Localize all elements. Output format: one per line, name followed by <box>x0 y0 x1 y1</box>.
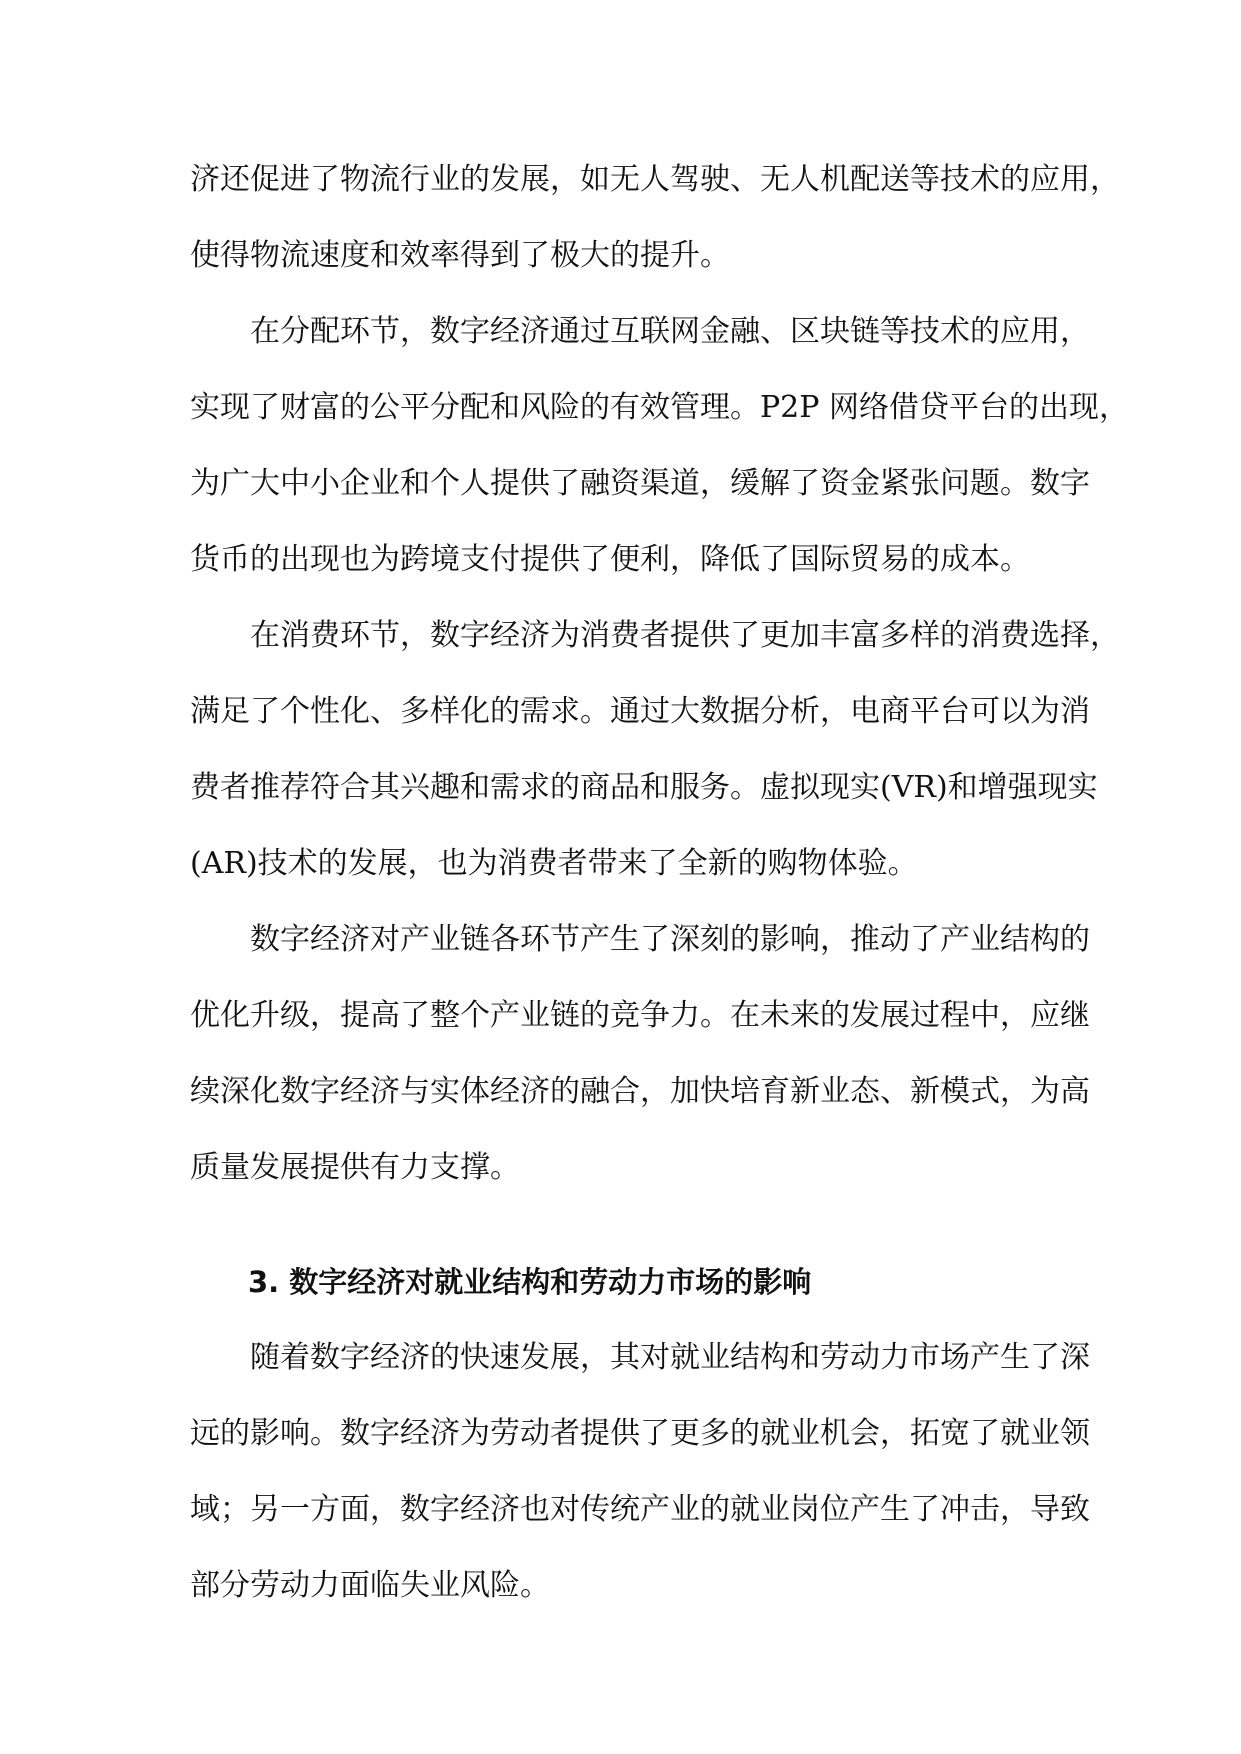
paragraph-line: 使得物流速度和效率得到了极大的提升。 <box>190 238 730 273</box>
paragraph-consumption <box>190 598 1120 902</box>
paragraph-line: 部分劳动力面临失业风险。 <box>190 1568 550 1603</box>
paragraph-line: 济还促进了物流行业的发展，如无人驾驶、无人机配送等技术的应用， <box>190 162 1120 197</box>
paragraph-line: 域；另一方面，数字经济也对传统产业的就业岗位产生了冲击，导致 <box>190 1492 1090 1527</box>
paragraph-line: 货币的出现也为跨境支付提供了便利，降低了国际贸易的成本。 <box>190 542 1030 577</box>
paragraph-line: 为广大中小企业和个人提供了融资渠道，缓解了资金紧张问题。数字 <box>190 466 1090 501</box>
paragraph-employment <box>190 1320 1090 1624</box>
paragraph-line: 优化升级，提高了整个产业链的竞争力。在未来的发展过程中，应继 <box>190 998 1090 1033</box>
paragraph-line: 实现了财富的公平分配和风险的有效管理。P2P 网络借贷平台的出现， <box>190 390 1129 425</box>
paragraph-distribution <box>190 294 1129 598</box>
paragraph-line: 续深化数字经济与实体经济的融合，加快培育新业态、新模式，为高 <box>190 1074 1090 1109</box>
paragraph-line: 数字经济对产业链各环节产生了深刻的影响，推动了产业结构的 <box>250 922 1090 957</box>
paragraph-line: 费者推荐符合其兴趣和需求的商品和服务。虚拟现实(VR)和增强现实 <box>190 770 1098 805</box>
paragraph-line: (AR)技术的发展，也为消费者带来了全新的购物体验。 <box>190 846 918 881</box>
paragraph-line: 质量发展提供有力支撑。 <box>190 1150 520 1185</box>
paragraph-line: 远的影响。数字经济为劳动者提供了更多的就业机会，拓宽了就业领 <box>190 1416 1090 1451</box>
paragraph-line: 在消费环节，数字经济为消费者提供了更加丰富多样的消费选择， <box>250 618 1120 653</box>
paragraph-summary <box>190 902 1090 1206</box>
document-body <box>190 142 1129 1624</box>
paragraph-line: 在分配环节，数字经济通过互联网金融、区块链等技术的应用， <box>250 314 1090 349</box>
paragraph-line: 满足了个性化、多样化的需求。通过大数据分析，电商平台可以为消 <box>190 694 1090 729</box>
paragraph-logistics <box>190 142 1120 294</box>
paragraph-line: 随着数字经济的快速发展，其对就业结构和劳动力市场产生了深 <box>250 1340 1090 1375</box>
section-heading: 3. 数字经济对就业结构和劳动力市场的影响 <box>248 1265 812 1299</box>
section-spacer <box>190 1206 1050 1244</box>
